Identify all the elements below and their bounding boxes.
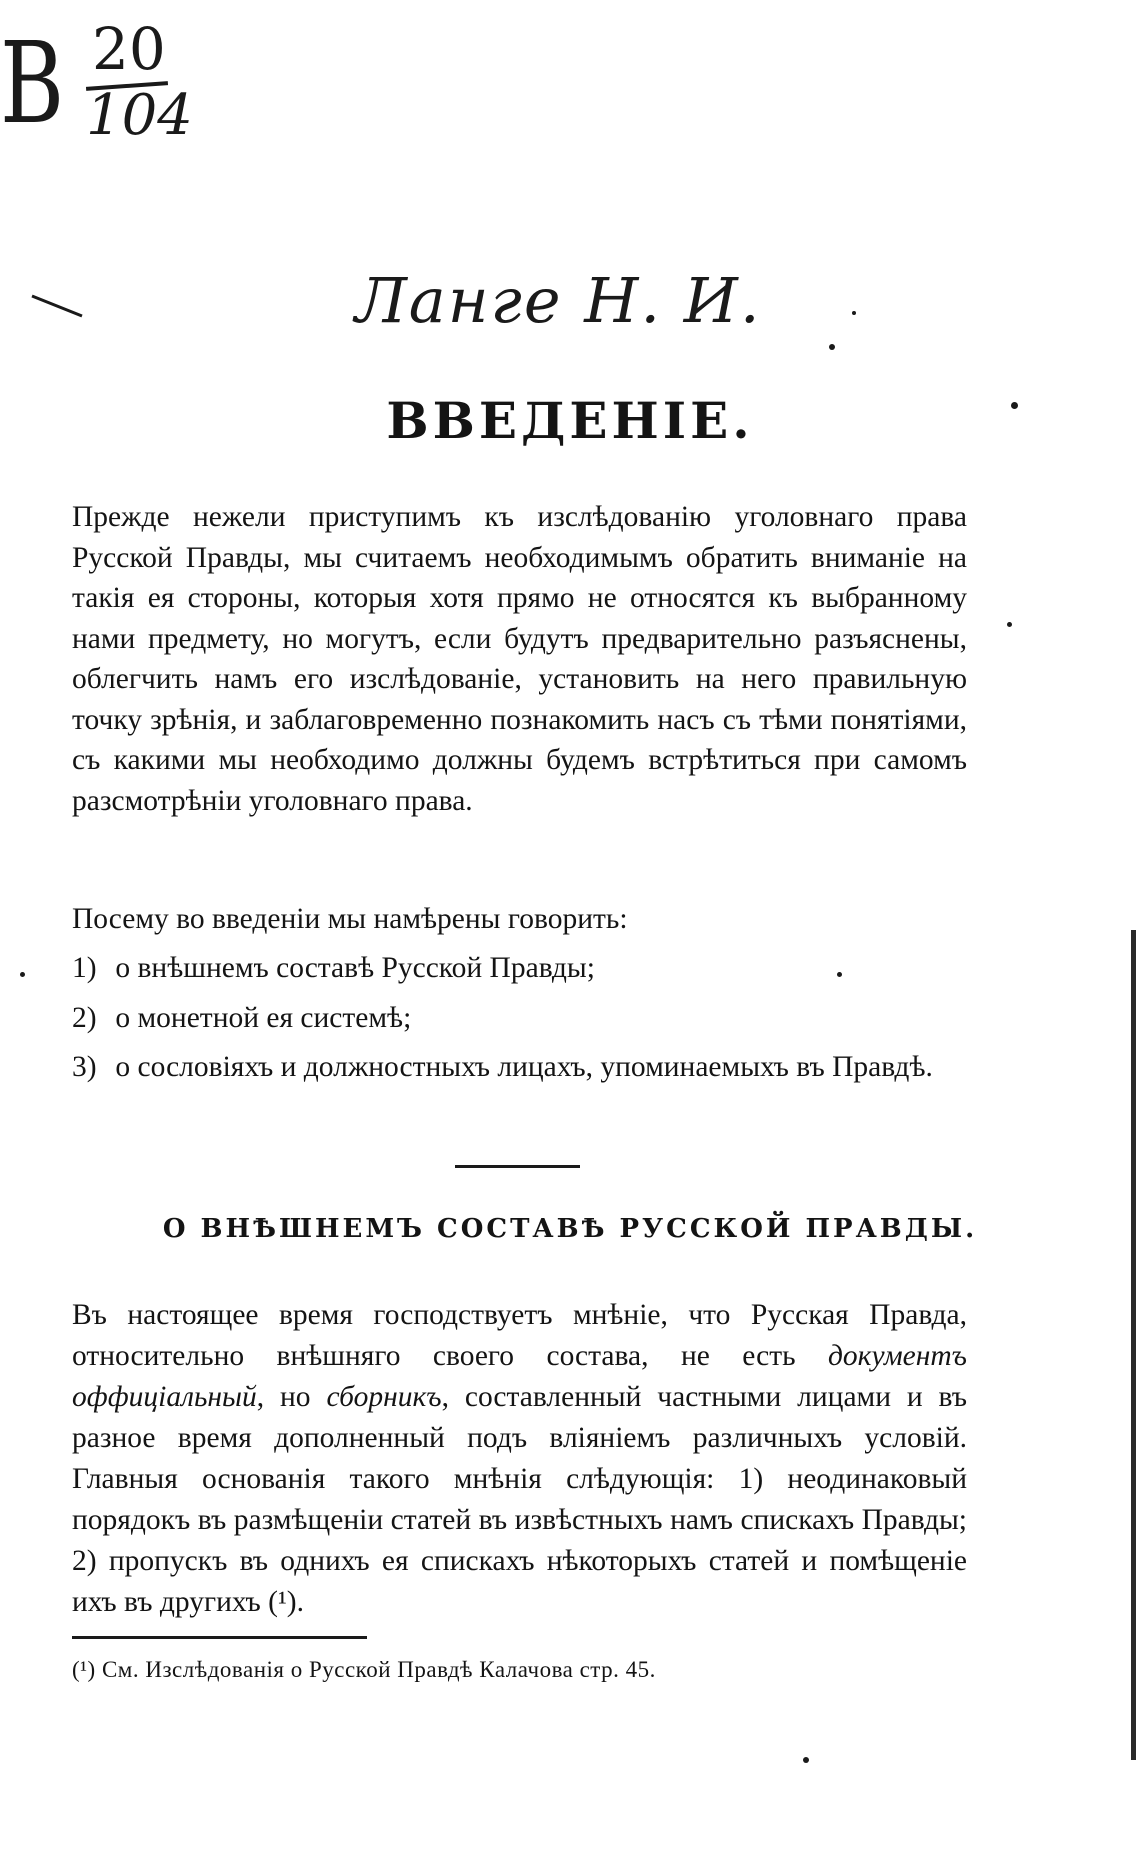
list-item <box>72 998 411 1039</box>
list-item-text: о сословіяхъ и должностныхъ лицахъ, упоминаемыхъ въ Правдѣ. <box>115 1051 933 1083</box>
section-paragraph-text: , составленный частными лицами и въ разное время дополненный подъ вліяніемъ различныхъ условій. Главныя основанія такого мнѣнія слѣдующія: 1) неодинаковый порядокъ въ размѣщеніи статей въ извѣстныхъ намъ спискахъ Правды; 2) пропускъ въ однихъ ея спискахъ нѣкоторыхъ статей и помѣщеніе ихъ въ другихъ (¹). <box>72 1381 967 1618</box>
scan-speck <box>852 311 856 315</box>
list-item-number: 3) <box>72 1051 97 1083</box>
call-number-top: 20 <box>92 15 166 83</box>
handwritten-author-name: Ланге Н. И. <box>355 264 762 337</box>
list-item-number: 1) <box>72 952 97 984</box>
list-intro <box>72 899 967 940</box>
list-item-text: о монетной ея системѣ; <box>115 1002 412 1034</box>
section-paragraph <box>72 1295 967 1623</box>
pen-stroke-mark <box>30 292 90 322</box>
list-item <box>72 948 595 989</box>
scan-speck <box>803 1757 809 1763</box>
section-separator <box>455 1165 580 1168</box>
list-item-text: о внѣшнемъ составѣ Русской Правды; <box>115 952 595 984</box>
footnote: (¹) См. Изслѣдованія о Русской Правдѣ Калачова стр. 45. <box>72 1657 656 1682</box>
section-title: О ВНѢШНЕМЪ СОСТАВѢ РУССКОЙ ПРАВДЫ. <box>162 1214 978 1244</box>
page-title: ВВЕДЕНІЕ. <box>386 391 754 450</box>
section-paragraph-text: , но <box>256 1381 327 1413</box>
intro-paragraph-text: Прежде нежели приступимъ къ изслѣдованію уголовнаго права Русской Правды, мы считаемъ необходимымъ обратить вниманіе на такія ея стороны, которыя хотя прямо не относятся къ выбранному нами предмету, но могутъ, если будутъ предварительно разъяснены, облегчить намъ его изслѣдованіе, установить на него правильную точку зрѣнія, и заблаговременно познакомить насъ съ тѣми понятіями, съ какими мы необходимо должны будемъ встрѣтиться при самомъ разсмотрѣніи уголовнаго права. <box>72 501 967 817</box>
footnote-rule <box>72 1636 367 1639</box>
scan-speck <box>1011 402 1018 409</box>
call-number-letter: B <box>0 19 65 149</box>
section-paragraph-text: Въ настоящее время господствуетъ мнѣніе, что Русская Правда, относительно внѣшняго своего состава, не есть <box>72 1299 967 1372</box>
scan-speck <box>20 972 25 977</box>
list-item-number: 2) <box>72 1002 97 1034</box>
emphasis-official-document: документъ оффиціальный <box>72 1340 967 1413</box>
scan-speck <box>1007 622 1012 627</box>
scan-speck <box>829 344 835 350</box>
intro-paragraph <box>72 497 967 821</box>
list-intro-text: Посему во введеніи мы намѣрены говорить: <box>72 903 628 935</box>
list-item <box>72 1047 967 1088</box>
call-number-bottom: 104 <box>86 83 193 148</box>
scan-speck <box>837 972 842 977</box>
emphasis-collection: сборникъ <box>326 1381 442 1413</box>
scan-edge-shadow <box>1131 930 1136 1760</box>
